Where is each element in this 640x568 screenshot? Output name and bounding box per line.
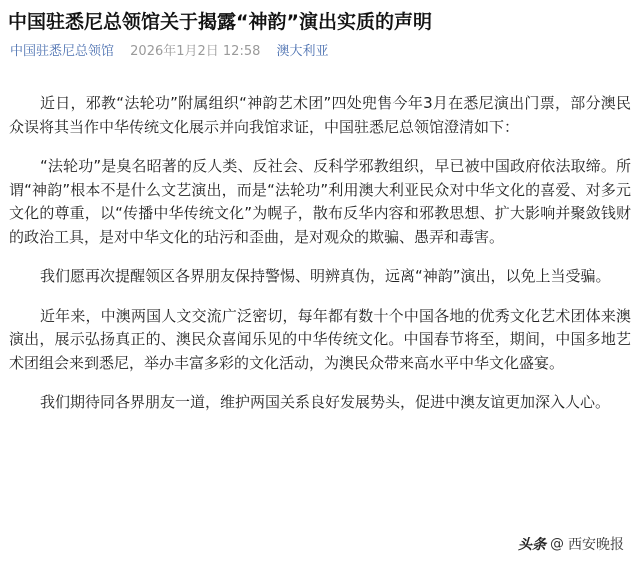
article-body bbox=[9, 92, 631, 431]
article-title: 中国驻悉尼总领馆关于揭露“神韵”演出实质的声明 bbox=[8, 11, 432, 33]
publish-date: 2026年1月2日 12:58 bbox=[130, 44, 261, 59]
paragraph-2: “法轮功”是臭名昭著的反人类、反社会、反科学邪教组织，早已被中国政府依法取缔。所谓“神韵”根本不是什么文艺演出，而是“法轮功”利用澳大利亚民众对中华文化的喜爱、对多元文化的尊重，以“传播中华传统文化”为幌子，散布反华内容和邪教思想、扩大影响并聚敛钱财的政治工具，是对中华文化的玷污和歪曲，是对观众的欺骗、愚弄和毒害。 bbox=[9, 157, 631, 246]
paragraph-1: 近日，邪教“法轮功”附属组织“神韵艺术团”四处兜售今年3月在悉尼演出门票，部分澳民众误将其当作中华传统文化展示并向我馆求证，中国驻悉尼总领馆澄清如下： bbox=[9, 94, 631, 136]
watermark-account: 西安晚报 bbox=[568, 537, 624, 553]
watermark bbox=[514, 532, 628, 556]
region-tag[interactable]: 澳大利亚 bbox=[276, 44, 329, 59]
article-meta bbox=[10, 42, 329, 62]
at-icon: @ bbox=[550, 536, 564, 552]
paragraph-3: 我们愿再次提醒领区各界朋友保持警惕、明辨真伪，远离“神韵”演出，以免上当受骗。 bbox=[40, 267, 611, 285]
paragraph-4: 近年来，中澳两国人文交流广泛密切，每年都有数十个中国各地的优秀文化艺术团体来澳演出，展示弘扬真正的、澳民众喜闻乐见的中华传统文化。中国春节将至，期间，中国多地艺术团组会来到悉尼，举办丰富多彩的文化活动，为澳民众带来高水平中华文化盛宴。 bbox=[9, 306, 631, 372]
source-link[interactable]: 中国驻悉尼总领馆 bbox=[10, 44, 115, 59]
toutiao-logo: 头条 bbox=[518, 537, 546, 553]
paragraph-5: 我们期待同各界朋友一道，维护两国关系良好发展势头，促进中澳友谊更加深入人心。 bbox=[40, 393, 611, 411]
